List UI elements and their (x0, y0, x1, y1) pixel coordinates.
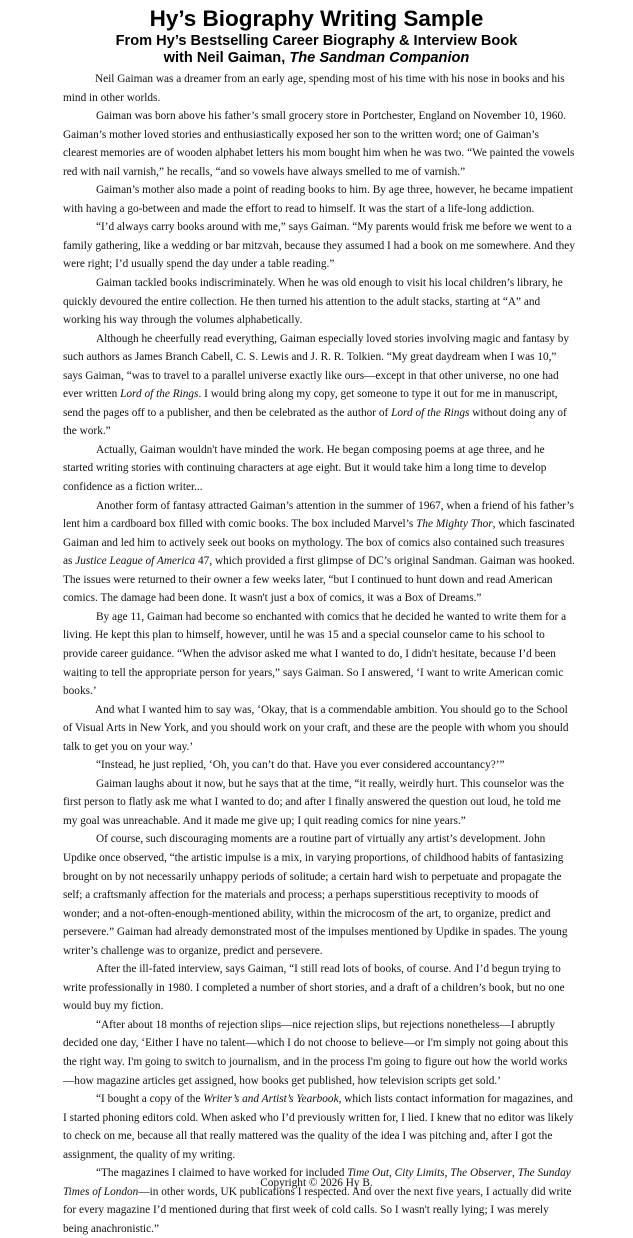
book-title: Writer’s and Artist’s Yearbook (203, 1093, 339, 1106)
page-title: Hy’s Biography Writing Sample (149, 6, 484, 31)
paragraph: By age 11, Gaiman had become so enchanted with comics that he decided he wanted to write them for a living. He kept this plan to himself, however, until he was 15 and a special counselor came to his school to provide career guidance. “When the advisor asked me what I wanted to do, I didn't hesitate, because I’d been waiting to tell the appropriate person for years,” says Gaiman. So I answered, ‘I want to write American comic books.’ (63, 610, 567, 698)
text-run: . I would bring along my copy, get someone to type it out for me in manuscript, send the pages off to a publisher, and then be celebrated as the author of (63, 388, 558, 419)
paragraph (63, 330, 575, 441)
paragraph: “After about 18 months of rejection slips—nice rejection slips, but rejections nonetheless—I abruptly decided one day, ‘Either I have no talent—which I do not choose to believe—or I'm simply not going about this the right way. I'm going to switch to journalism, and in the process I'm going to figure out how the world works—how magazine articles get assigned, how books get published, how television scripts get sold.’ (63, 1018, 569, 1087)
text-run: 47, which provided a first glimpse of DC’s original Sandman. Gaiman was hooked. The issues were returned to their owner a few weeks later, “but I continued to hunt down and read American comics. The damage had been done. It wasn't just a box of comics, it was a Box of Dreams.” (63, 555, 575, 605)
document-header (0, 0, 633, 67)
text-run: Although he cheerfully read everything, Gaiman especially loved stories involving magic and fantasy by such authors as James Branch Cabell, C. S. Lewis and J. R. R. Tolkien. “My great daydream when I was 10,” says Gaiman, “was to travel to a parallel universe exactly like ours—except in that other universe, no one had ever written (63, 332, 570, 401)
text-run: without doing any of the work.” (63, 406, 567, 438)
paragraph (63, 1090, 575, 1164)
text-run: , which fascinated Gaiman and led him to actively seek out books on mythology. The box of comics also contained such treasures as (63, 518, 575, 568)
publication-title: The Observer (450, 1167, 513, 1180)
paragraph: “Instead, he just replied, ‘Oh, you can’t do that. Have you ever considered accountancy?’” (96, 759, 505, 772)
paragraph: Gaiman’s mother also made a point of reading books to him. By age three, however, he became impatient with having a go-between and made the effort to read to himself. It was the start of a life-long addiction. (63, 184, 574, 215)
publication-title: The Sunday Times of London (63, 1167, 571, 1198)
book-title: Lord of the Rings (391, 406, 470, 419)
book-title: Lord of the Rings (120, 388, 199, 401)
text-run: “The magazines I claimed to have worked for included (96, 1167, 348, 1180)
text-run: , (444, 1167, 451, 1180)
paragraph: “I’d always carry books around with me,” says Gaiman. “My parents would frisk me before we went to a family gathering, like a wedding or bar mitzvah, because they assumed I had a book on me somewhere. And they were right; I’d usually spend the day under a table reading.” (63, 221, 575, 271)
paragraph: Gaiman tackled books indiscriminately. When he was old enough to visit his local children’s library, he quickly devoured the entire collection. He then turned his attention to the adult stacks, starting at “A” and working his way through the volumes alphabetically. (63, 277, 563, 327)
subtitle-line-2 (0, 50, 633, 67)
publication-title: Time Out (347, 1167, 390, 1180)
paragraph: Of course, such discouraging moments are a routine part of virtually any artist’s development. John Updike once observed, “the artistic impulse is a mix, in varying proportions, of childhood habits of fantasizing brought on by not necessarily unhappy periods of solitude; a certain hard wish to perpetuate and propagate the self; a craftsmanly affection for the materials and process; a perhaps superstitious receptivity to moods of wonder; and a not-often-enough-mentioned ability, within the microcosm of the art, to organize, predict and persevere.” Gaiman had already demonstrated most of the impulses mentioned by Updike in spades. The young writer’s challenge was to organize, predict and persevere. (63, 833, 568, 957)
publication-title: City Limits (394, 1167, 445, 1180)
text-run: , (389, 1167, 395, 1180)
paragraph: Actually, Gaiman wouldn't have minded the work. He began composing poems at age three, and he started writing stories with continuing characters at age eight. But it would take him a long time to develop confidence as a fiction writer... (63, 443, 547, 494)
text-run: , (512, 1167, 518, 1180)
paragraph (63, 1164, 575, 1238)
text-run: Another form of fantasy attracted Gaiman’s attention in the summer of 1967, when a friend of his father’s lent him a cardboard box filled with comic books. The box included Marvel’s (63, 499, 574, 531)
page-subtitle (0, 33, 633, 67)
paragraph (63, 497, 575, 608)
biography-body (63, 70, 575, 1238)
subtitle-prefix: with Neil Gaiman, (163, 50, 290, 66)
comic-title: Justice League of America (75, 555, 196, 568)
paragraph: Gaiman laughs about it now, but he says that at the time, “it really, weirdly hurt. This counselor was the first person to flatly ask me what I wanted to do; and after I finally answered the question out loud, he told me my goal was unreachable. And it made me give up; I quit reading comics for nine years.” (63, 777, 564, 827)
subtitle-line-1: From Hy’s Bestselling Career Biography & Interview Book (115, 33, 518, 49)
text-run: —in other words, UK publications I respected. And over the next five years, I actually did write for every magazine I’d mentioned during that first week of cold calls. So I wasn't really lying; I was merely being anachronistic.” (63, 1185, 572, 1235)
comic-title: The Mighty Thor (416, 518, 493, 531)
text-run: “I bought a copy of the (96, 1093, 204, 1106)
book-title: The Sandman Companion (289, 50, 470, 66)
copyright-footer: Copyright © 2026 Hy B. (260, 1177, 373, 1189)
text-run: , which lists contact information for magazines, and I started phoning editors cold. When asked who I’d previously written for, I lied. I knew that no editor was likely to check on me, because all that really mattered was the quality of the idea I was pitching and, after I got the assignment, the quality of my writing. (63, 1093, 574, 1161)
paragraph: And what I wanted him to say was, ‘Okay, that is a commendable ambition. You should go to the School of Visual Arts in New York, and you should work on your craft, and these are the people with whom you should talk to get you on your way.’ (63, 703, 569, 753)
paragraph: Gaiman was born above his father’s small grocery store in Portchester, England on November 10, 1960. Gaiman’s mother loved stories and enthusiastically exposed her son to the written word; one of Gaiman’s clearest memories are of wooden alphabet letters his mom bought him when he was two. “We painted the vowels red with nail varnish,” he recalls, “and so vowels have always smelled to me of varnish.” (63, 110, 575, 178)
paragraph: Neil Gaiman was a dreamer from an early age, spending most of his time with his nose in books and his mind in other worlds. (63, 73, 565, 104)
paragraph: After the ill-fated interview, says Gaiman, “I still read lots of books, of course. And I’d begun trying to write professionally in 1980. I completed a number of short stories, and a draft of a children’s book, but no one would buy my fiction. (63, 963, 565, 1013)
